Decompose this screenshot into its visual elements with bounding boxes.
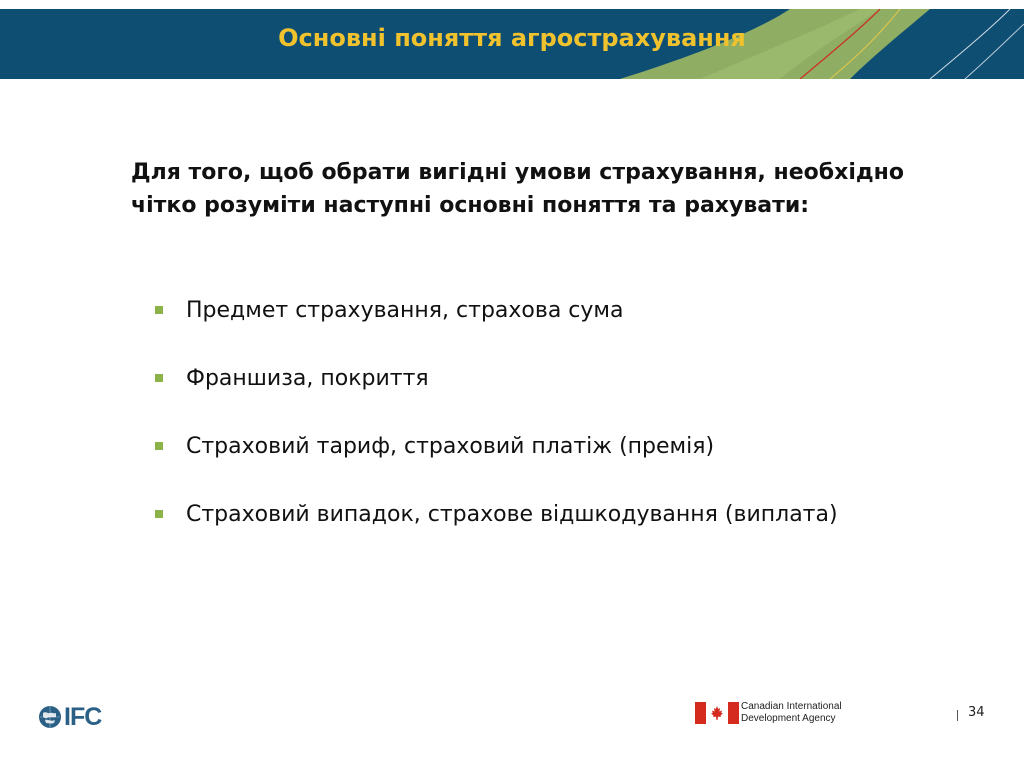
bullet-text: Страховий випадок, страхове відшкодування (виплата): [186, 502, 838, 527]
list-item: [155, 430, 838, 498]
square-bullet-icon: [155, 442, 163, 450]
cida-line-1: Canadian International: [741, 701, 842, 712]
square-bullet-icon: [155, 510, 163, 518]
bullet-list: [155, 294, 838, 566]
list-item: [155, 362, 838, 430]
square-bullet-icon: [155, 306, 163, 314]
ifc-logo: [38, 704, 101, 730]
page-number: 34: [968, 705, 985, 720]
cida-logo: [695, 701, 842, 725]
page-title: Основні поняття агрострахування: [278, 24, 746, 52]
square-bullet-icon: [155, 374, 163, 382]
intro-paragraph: Для того, щоб обрати вигідні умови страхування, необхідно чітко розуміти наступні основні поняття та рахувати:: [131, 160, 904, 218]
page-separator: [957, 710, 958, 721]
cida-logo-text: [741, 701, 842, 725]
maple-leaf-flag-icon: [695, 702, 739, 724]
bullet-text: Страховий тариф, страховий платіж (премія): [186, 434, 715, 459]
list-item: [155, 498, 838, 566]
bullet-text: Предмет страхування, страхова сума: [186, 298, 624, 323]
header-banner: [0, 9, 1024, 79]
cida-line-2: Development Agency: [741, 713, 836, 724]
ifc-logo-text: IFC: [64, 703, 102, 731]
list-item: [155, 294, 838, 362]
bullet-text: Франшиза, покриття: [186, 366, 429, 391]
globe-icon: [38, 705, 62, 729]
